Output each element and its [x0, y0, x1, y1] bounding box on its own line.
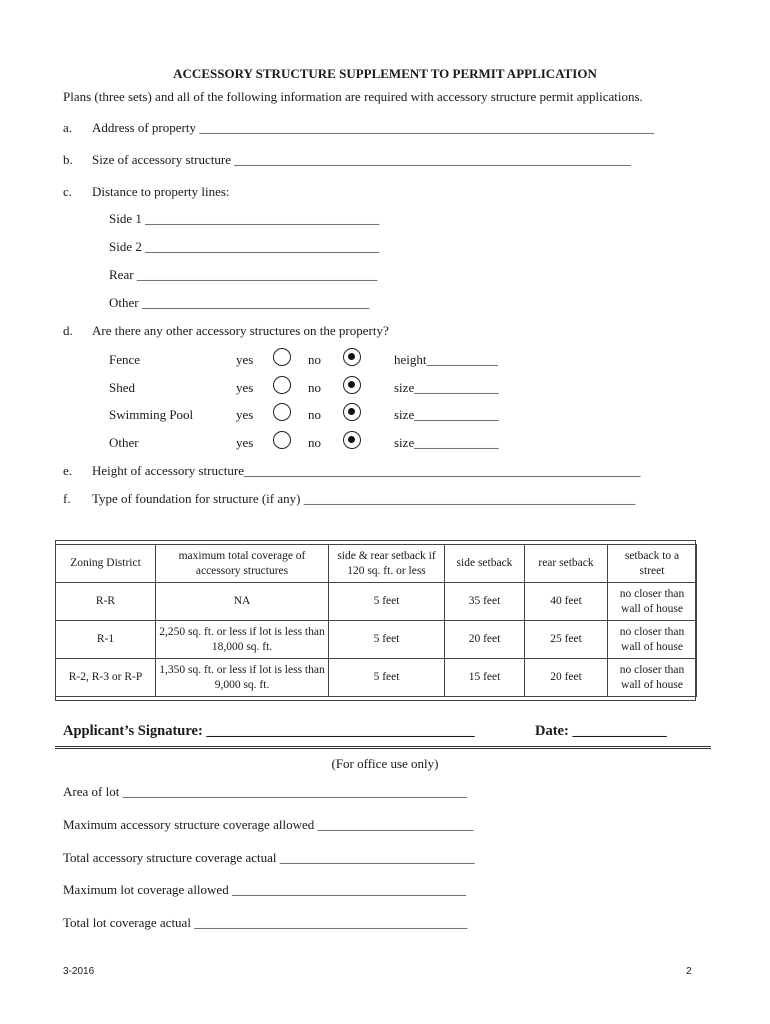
item-f-marker: f. [63, 491, 71, 506]
fence-no-radio[interactable] [343, 348, 361, 366]
distance-row-side1 [109, 211, 379, 227]
fence-no-label: no [308, 352, 321, 367]
table-cell: 5 feet [329, 621, 445, 659]
table-cell: no closer than wall of house [608, 621, 697, 659]
table-cell: 15 feet [445, 659, 525, 697]
table-row [56, 583, 697, 621]
table-cell: no closer than wall of house [608, 583, 697, 621]
pool-size-field[interactable]: _____________ [414, 407, 499, 422]
pool-yes-label: yes [236, 407, 254, 422]
header-cell: maximum total coverage of accessory structures [156, 545, 329, 583]
rear-label: Rear [109, 267, 134, 282]
header-cell: side & rear setback if 120 sq. ft. or less [329, 545, 445, 583]
side2-field[interactable]: ____________________________________ [145, 239, 380, 254]
structure-other-label: Other [109, 435, 139, 450]
header-cell: side setback [445, 545, 525, 583]
distance-row-side2 [109, 239, 379, 255]
pool-size-label: size [394, 407, 415, 422]
date-field[interactable]: _____________ [572, 723, 667, 739]
page-number: 2 [686, 966, 692, 977]
table-row [56, 659, 697, 697]
item-c-marker: c. [63, 184, 73, 199]
header-cell: setback to a street [608, 545, 697, 583]
structure-pool-label: Swimming Pool [109, 407, 194, 422]
foundation-label: Type of foundation for structure (if any) [92, 491, 301, 506]
page-title: ACCESSORY STRUCTURE SUPPLEMENT TO PERMIT APPLICATION [173, 66, 597, 81]
pool-no-label: no [308, 407, 321, 422]
actual-lot-coverage-field[interactable]: __________________________________________ [194, 915, 468, 930]
max-lot-coverage-field[interactable]: ____________________________________ [231, 882, 466, 897]
side2-label: Side 2 [109, 239, 142, 254]
fence-yes-radio[interactable] [273, 348, 291, 366]
office-use-heading: (For office use only) [331, 756, 439, 771]
pool-yes-radio[interactable] [273, 403, 291, 421]
foundation-field[interactable]: ___________________________________________________ [303, 491, 636, 506]
other-size-label: size [394, 435, 415, 450]
item-b-marker: b. [63, 152, 73, 167]
side1-label: Side 1 [109, 211, 142, 226]
structure-fence-label: Fence [109, 352, 141, 367]
shed-yes-label: yes [236, 380, 254, 395]
address-field[interactable]: ______________________________________________________________________ [199, 120, 655, 135]
table-cell: 40 feet [525, 583, 608, 621]
signature-label: Applicant’s Signature: [63, 723, 203, 739]
table-cell: R-2, R-3 or R-P [56, 659, 156, 697]
table-row [56, 621, 697, 659]
rear-field[interactable]: _____________________________________ [136, 267, 378, 282]
table-cell: 20 feet [445, 621, 525, 659]
max-structure-coverage-label: Maximum accessory structure coverage allowed [63, 817, 315, 832]
table-cell: 20 feet [525, 659, 608, 697]
size-label: Size of accessory structure [92, 152, 231, 167]
address-label: Address of property [92, 120, 196, 135]
fence-height-label: height [394, 352, 427, 367]
pool-no-radio[interactable] [343, 403, 361, 421]
shed-no-radio[interactable] [343, 376, 361, 394]
shed-yes-radio[interactable] [273, 376, 291, 394]
item-e-marker: e. [63, 463, 73, 478]
fence-height-field[interactable]: ___________ [426, 352, 498, 367]
shed-size-label: size [394, 380, 415, 395]
side1-field[interactable]: ____________________________________ [145, 211, 380, 226]
other-yes-label: yes [236, 435, 254, 450]
table-cell: no closer than wall of house [608, 659, 697, 697]
area-of-lot-label: Area of lot [63, 784, 120, 799]
other-distance-field[interactable]: ___________________________________ [141, 295, 370, 310]
distance-row-rear [109, 267, 377, 283]
fence-yes-label: yes [236, 352, 254, 367]
other-no-label: no [308, 435, 321, 450]
date-label: Date: [535, 723, 569, 739]
max-structure-coverage-field[interactable]: ________________________ [317, 817, 474, 832]
table-cell: 25 feet [525, 621, 608, 659]
table-cell: 2,250 sq. ft. or less if lot is less than 18,000 sq. ft. [156, 621, 329, 659]
other-size-field[interactable]: _____________ [414, 435, 499, 450]
table-cell: R-1 [56, 621, 156, 659]
actual-lot-coverage-label: Total lot coverage actual [63, 915, 191, 930]
other-yes-radio[interactable] [273, 431, 291, 449]
intro-text: Plans (three sets) and all of the following information are required with accessory structure permit applications. [63, 89, 643, 104]
table-cell: 1,350 sq. ft. or less if lot is less than 9,000 sq. ft. [156, 659, 329, 697]
table-header-row [56, 545, 697, 583]
table-cell: NA [156, 583, 329, 621]
table-cell: 5 feet [329, 659, 445, 697]
structure-shed-label: Shed [109, 380, 135, 395]
distance-label: Distance to property lines: [92, 184, 230, 199]
distance-row-other [109, 295, 369, 311]
size-field[interactable]: _____________________________________________________________ [234, 152, 631, 167]
other-no-radio[interactable] [343, 431, 361, 449]
shed-size-field[interactable]: _____________ [414, 380, 499, 395]
actual-structure-coverage-field[interactable]: ______________________________ [279, 850, 475, 865]
divider [55, 746, 711, 749]
table-cell: R-R [56, 583, 156, 621]
item-d-marker: d. [63, 323, 73, 338]
header-cell: Zoning District [56, 545, 156, 583]
other-distance-label: Other [109, 295, 139, 310]
area-of-lot-field[interactable]: _____________________________________________________ [122, 784, 468, 799]
max-lot-coverage-label: Maximum lot coverage allowed [63, 882, 229, 897]
item-a-marker: a. [63, 120, 73, 135]
footer-date: 3-2016 [63, 966, 95, 977]
table-cell: 5 feet [329, 583, 445, 621]
signature-field[interactable]: _____________________________________ [206, 723, 475, 739]
height-label: Height of accessory structure [92, 463, 244, 478]
shed-no-label: no [308, 380, 321, 395]
table-cell: 35 feet [445, 583, 525, 621]
height-field[interactable]: _____________________________________________________________ [243, 463, 641, 478]
actual-structure-coverage-label: Total accessory structure coverage actual [63, 850, 277, 865]
zoning-table [55, 544, 697, 697]
header-cell: rear setback [525, 545, 608, 583]
other-structures-question: Are there any other accessory structures on the property? [92, 323, 389, 338]
